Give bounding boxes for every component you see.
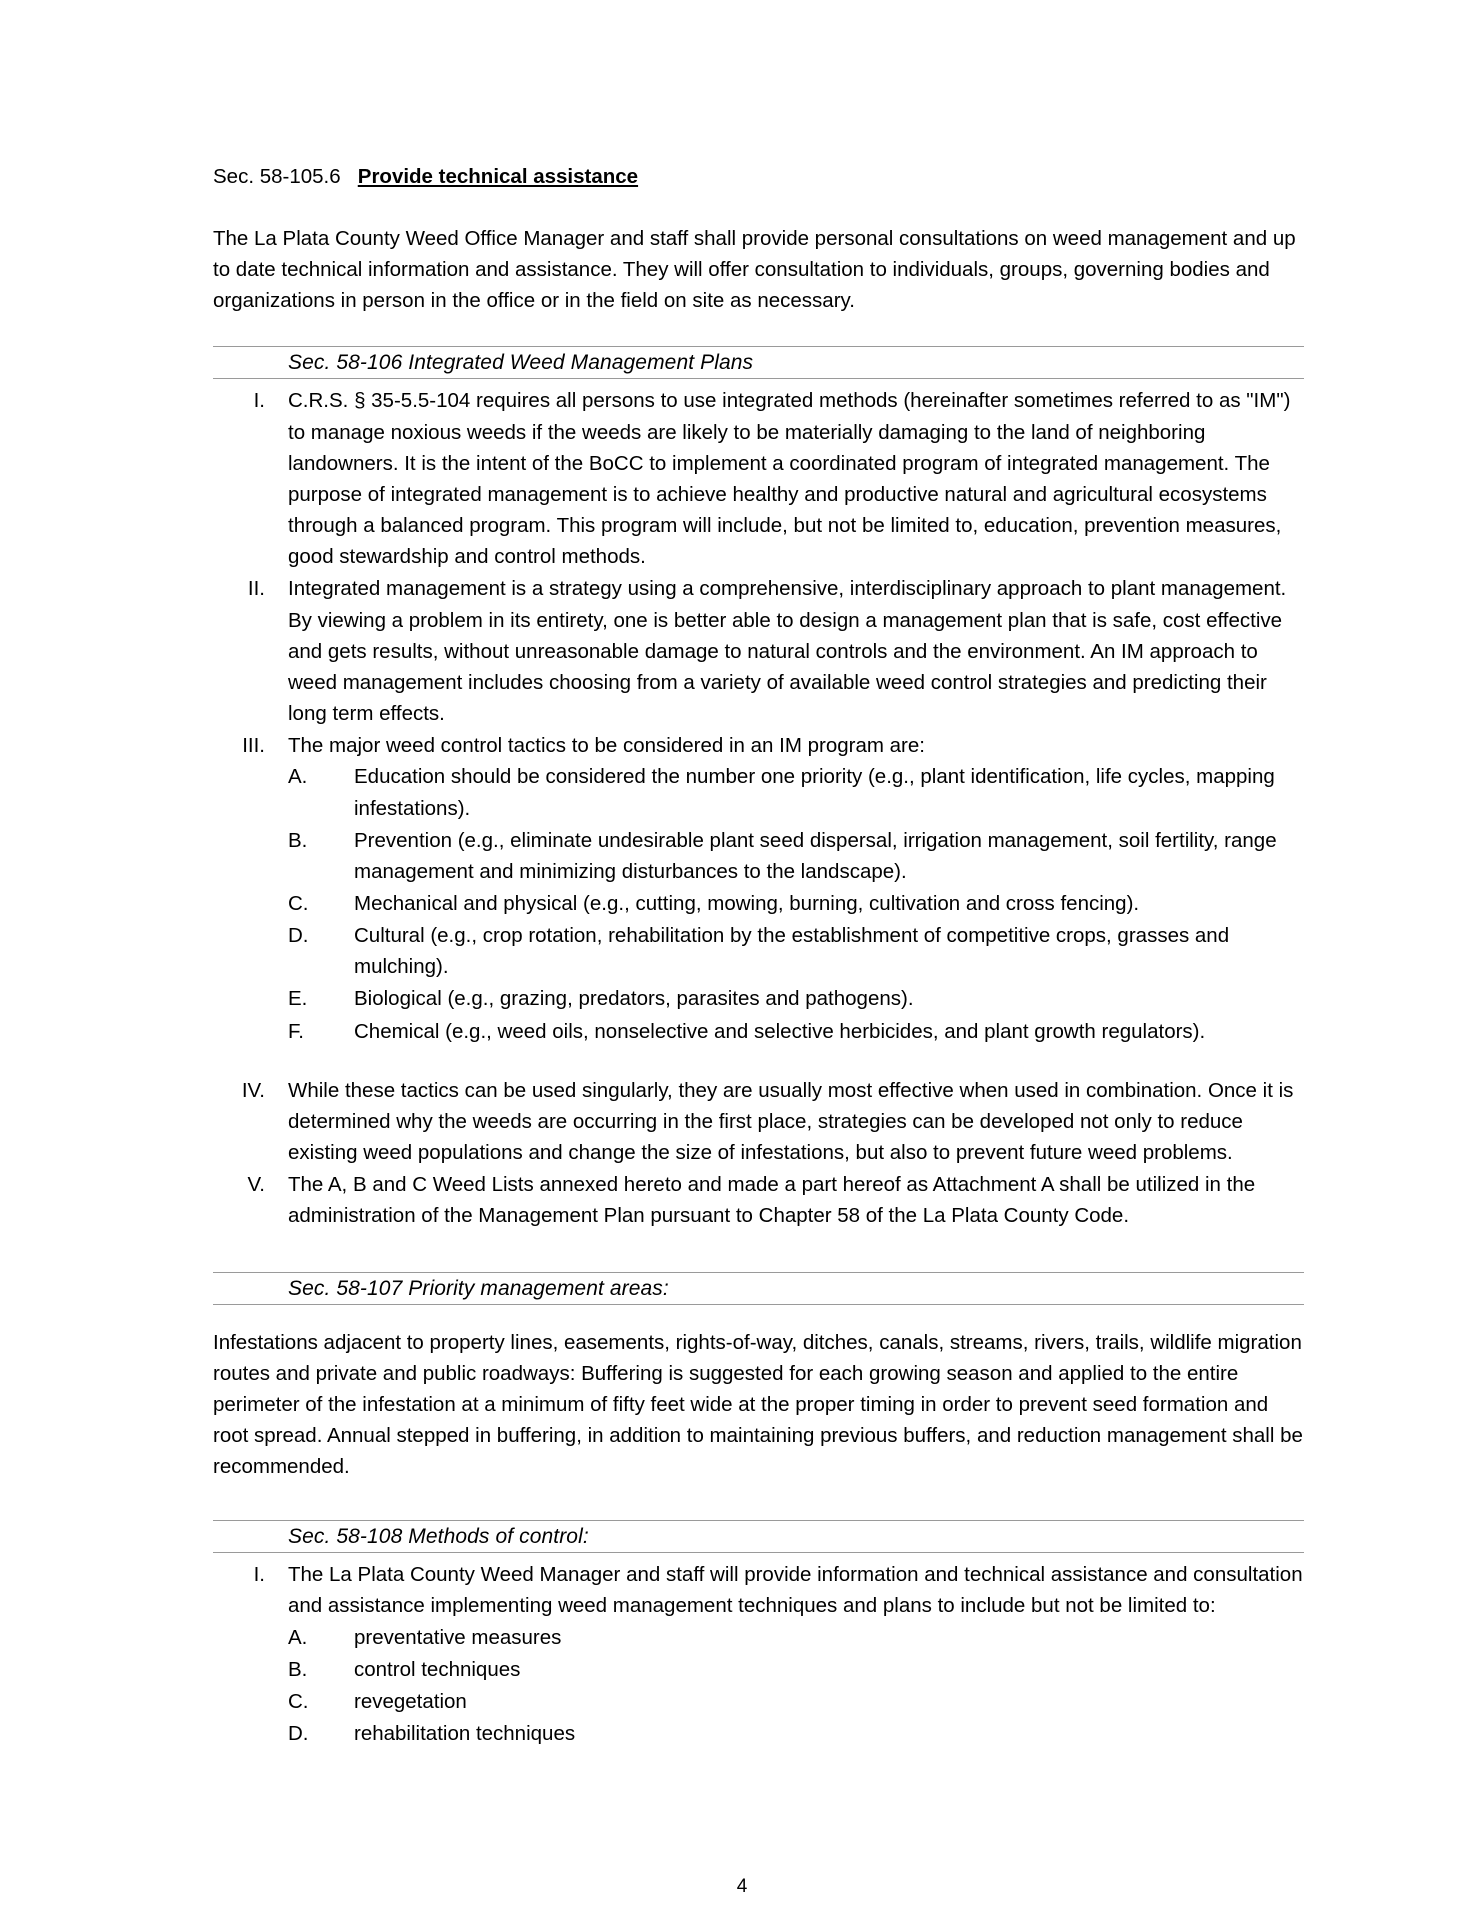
list-marker: V. — [247, 1173, 265, 1197]
list-text: control techniques — [354, 1657, 521, 1681]
section-108-sublist — [288, 1622, 1304, 1750]
section-108-heading — [213, 1520, 1304, 1553]
list-text: Cultural (e.g., crop rotation, rehabilitation by the establishment of competitive crops, grasses and mulching). — [354, 924, 1230, 979]
list-marker: IV. — [241, 1078, 265, 1102]
list-marker: D. — [288, 1722, 309, 1746]
list-marker: III. — [242, 734, 265, 758]
list-item — [288, 761, 1304, 823]
section-106-heading-text: Sec. 58-106 Integrated Weed Management Plans — [288, 351, 754, 375]
section-107-heading-text: Sec. 58-107 Priority management areas: — [288, 1276, 669, 1300]
list-item — [213, 1559, 1304, 1749]
list-text: Education should be considered the number one priority (e.g., plant identification, life cycles, mapping infestations). — [354, 765, 1275, 820]
list-text: C.R.S. § 35-5.5-104 requires all persons to use integrated methods (hereinafter sometimes referred to as "IM") to manage noxious weeds if the weeds are likely to be materially damaging to the land of neighboring landowners. It is the intent of the BoCC to implement a coordinated program of integrated management. The purpose of integrated management is to achieve healthy and productive natural and agricultural ecosystems through a balanced program. This program will include, but not be limited to, education, prevention measures, good stewardship and control methods. — [288, 389, 1291, 569]
list-text: Biological (e.g., grazing, predators, parasites and pathogens). — [354, 987, 914, 1011]
list-item — [213, 1075, 1304, 1168]
section-108-list — [213, 1559, 1304, 1749]
list-item — [213, 573, 1304, 729]
list-marker: E. — [288, 987, 308, 1011]
list-text: The La Plata County Weed Manager and staff will provide information and technical assistance and consultation and assistance implementing weed management techniques and plans to include but not be limited to: — [288, 1563, 1303, 1618]
section-105-6-paragraph: The La Plata County Weed Office Manager and staff shall provide personal consultations on weed management and up to date technical information and assistance. They will offer consultation to individuals, groups, governing bodies and organizations in person in the office or in the field on site as necessary. — [213, 227, 1296, 313]
list-item — [288, 983, 1304, 1014]
list-marker: I. — [253, 389, 265, 413]
list-text: preventative measures — [354, 1625, 562, 1649]
list-marker: I. — [253, 1563, 265, 1587]
list-item — [213, 1169, 1304, 1231]
section-106-sublist — [288, 761, 1304, 1046]
section-105-6-label: Sec. 58-105.6 — [213, 165, 341, 188]
list-text: Prevention (e.g., eliminate undesirable plant seed dispersal, irrigation management, soil fertility, range management and minimizing disturbances to the landscape). — [354, 828, 1277, 883]
section-106-list — [213, 385, 1304, 1231]
list-item — [288, 1654, 1304, 1685]
list-item — [288, 825, 1304, 887]
section-107-paragraph: Infestations adjacent to property lines, easements, rights-of-way, ditches, canals, streams, rivers, trails, wildlife migration routes and private and public roadways: Buffering is suggested for each growing season and applied to the entire perimeter of the infestation at a minimum of fifty feet wide at the proper timing in order to prevent seed formation and root spread. Annual stepped in buffering, in addition to maintaining previous buffers, and reduction management shall be recommended. — [213, 1330, 1303, 1479]
list-item — [288, 1016, 1304, 1047]
list-marker: F. — [288, 1019, 304, 1043]
list-text: Integrated management is a strategy using a comprehensive, interdisciplinary approach to plant management. By viewing a problem in its entirety, one is better able to design a management plan that is safe, cost effective and gets results, without unreasonable damage to natural controls and the environment. An IM approach to weed management includes choosing from a variety of available weed control strategies and predicting their long term effects. — [288, 577, 1287, 726]
list-marker: B. — [288, 828, 308, 852]
list-text: Mechanical and physical (e.g., cutting, mowing, burning, cultivation and cross fencing). — [354, 891, 1140, 915]
list-item — [288, 920, 1304, 982]
list-marker: A. — [288, 765, 308, 789]
list-marker: D. — [288, 924, 309, 948]
list-text: Chemical (e.g., weed oils, nonselective and selective herbicides, and plant growth regulators). — [354, 1019, 1206, 1043]
list-marker: B. — [288, 1657, 308, 1681]
list-marker: C. — [288, 1689, 309, 1713]
section-105-6-heading — [213, 165, 1304, 189]
list-marker: II. — [247, 577, 265, 601]
section-108-heading-text: Sec. 58-108 Methods of control: — [288, 1525, 589, 1549]
list-item — [288, 1686, 1304, 1717]
section-106-heading — [213, 346, 1304, 379]
list-text: revegetation — [354, 1689, 467, 1713]
page-number: 4 — [736, 1876, 748, 1897]
list-item — [213, 385, 1304, 572]
list-text: rehabilitation techniques — [354, 1722, 576, 1746]
list-item — [213, 730, 1304, 1047]
section-107-heading — [213, 1272, 1304, 1305]
list-marker: C. — [288, 891, 309, 915]
list-text: While these tactics can be used singularly, they are usually most effective when used in combination. Once it is determined why the weeds are occurring in the first place, strategies can be developed not only to reduce existing weed populations and change the size of infestations, but also to prevent future weed problems. — [288, 1078, 1294, 1165]
list-marker: A. — [288, 1625, 308, 1649]
list-item — [288, 1622, 1304, 1653]
list-text: The major weed control tactics to be considered in an IM program are: — [288, 734, 925, 758]
section-105-6-title: Provide technical assistance — [357, 165, 639, 188]
list-text: The A, B and C Weed Lists annexed hereto and made a part hereof as Attachment A shall be utilized in the administration of the Management Plan pursuant to Chapter 58 of the La Plata County Code. — [288, 1173, 1256, 1228]
list-item — [288, 888, 1304, 919]
list-item — [288, 1718, 1304, 1749]
